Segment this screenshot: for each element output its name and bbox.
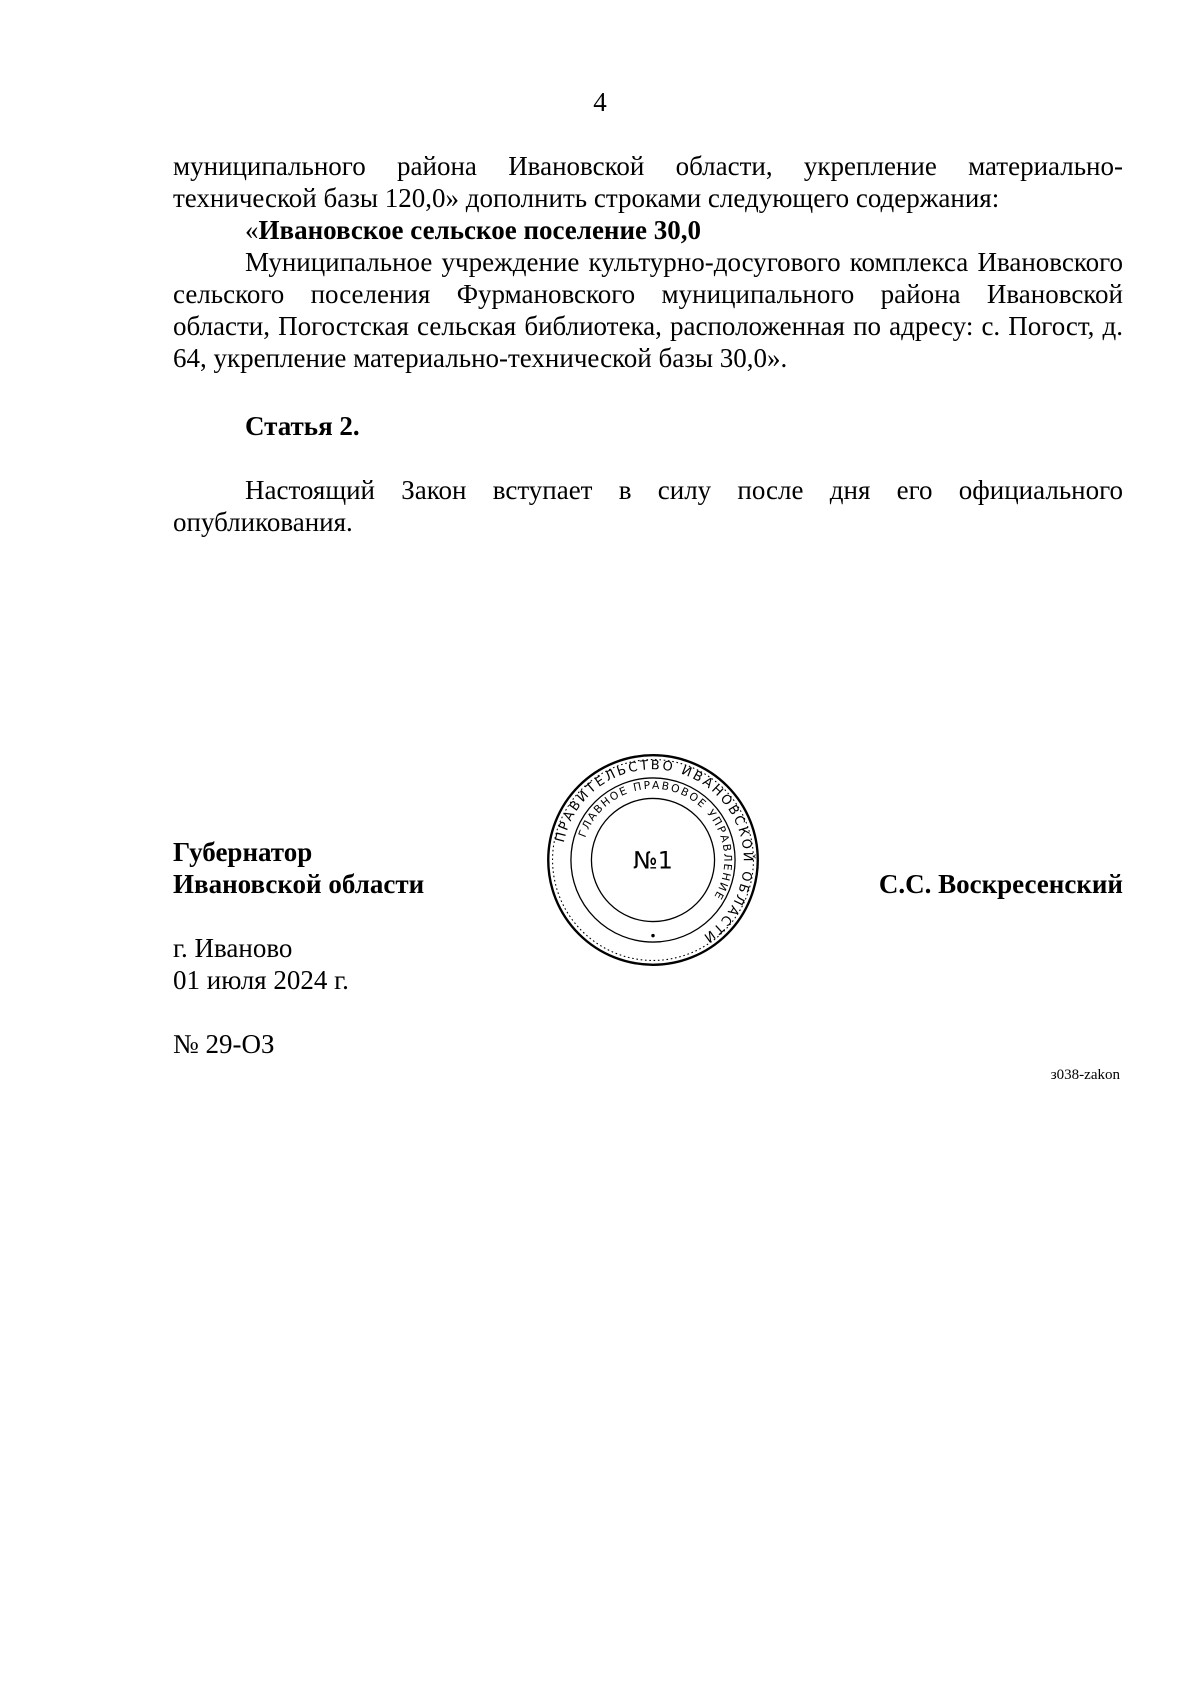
continuation-line-2: технической базы 120,0» дополнить строками следующего содержания: bbox=[173, 183, 1000, 213]
law-number: № 29-ОЗ bbox=[173, 1029, 275, 1059]
insertion-heading-line bbox=[173, 214, 1123, 246]
open-quote: « bbox=[245, 215, 259, 245]
place-and-date bbox=[173, 932, 349, 996]
institution-paragraph: Муниципальное учреждение культурно-досугового комплекса Ивановского сельского поселения Фурмановского муниципального района Ивановской области, Погостская сельская библиотека, расположенная по адресу: с. Погост, д. 64, укрепление материально-технической базы 30,0». bbox=[173, 247, 1123, 373]
continuation-line-1: муниципального района Ивановской области, укрепление материально- bbox=[173, 151, 1123, 181]
seal-center-number: №1 bbox=[633, 846, 673, 875]
official-seal-stamp bbox=[545, 752, 761, 968]
page-number: 4 bbox=[593, 87, 607, 117]
city: г. Иваново bbox=[173, 933, 293, 963]
governor-position-line-2: Ивановской области bbox=[173, 869, 425, 899]
article-2-text: Настоящий Закон вступает в силу после дня его официального опубликования. bbox=[173, 475, 1123, 537]
settlement-heading: Ивановское сельское поселение 30,0 bbox=[258, 215, 702, 245]
continuation-paragraph bbox=[173, 150, 1123, 214]
signer-name: С.С. Воскресенский bbox=[878, 869, 1123, 899]
seal-inner-text: ГЛАВНОЕ ПРАВОВОЕ УПРАВЛЕНИЕ bbox=[575, 778, 735, 903]
article-2-title: Статья 2. bbox=[245, 411, 360, 441]
governor-position-line-1: Губернатор bbox=[173, 837, 313, 867]
seal-outer-text: ПРАВИТЕЛЬСТВО ИВАНОВСКОЙ ОБЛАСТИ bbox=[553, 758, 755, 946]
seal-dot bbox=[651, 934, 654, 937]
governor-title bbox=[173, 836, 424, 900]
signing-date: 01 июля 2024 г. bbox=[173, 965, 349, 995]
document-code: з038-zakon bbox=[1050, 1067, 1120, 1083]
